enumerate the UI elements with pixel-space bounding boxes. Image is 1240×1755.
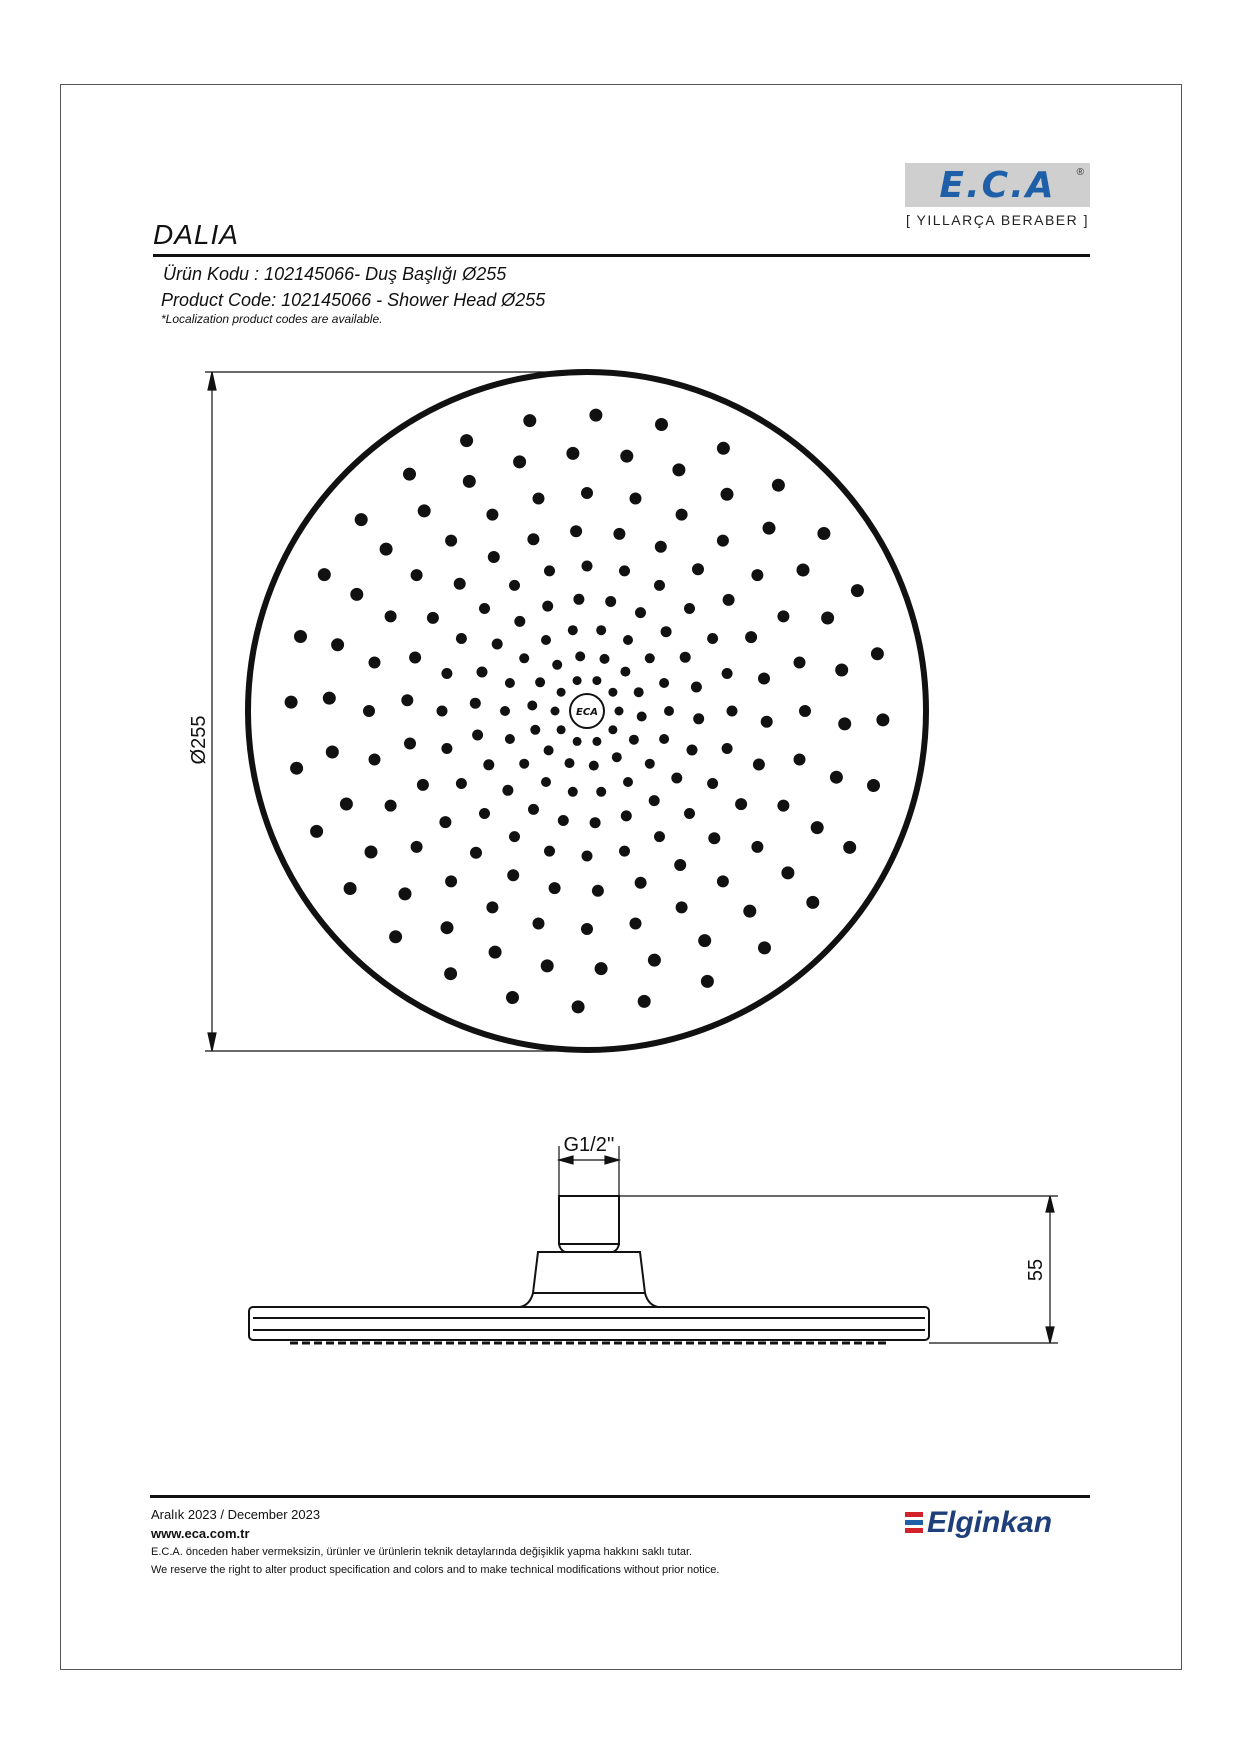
nozzle-dot [619, 565, 630, 576]
nozzle-dot [389, 930, 402, 943]
nozzle-dot [671, 773, 682, 784]
nozzle-dot [645, 653, 655, 663]
nozzle-dot [634, 687, 644, 697]
nozzle-dot [326, 746, 339, 759]
disclaimer-tr: E.C.A. önceden haber vermeksizin, ürünler ve ürünlerin teknik detaylarında değişiklik yapma hakkını saklı tutar. [151, 1546, 693, 1558]
nozzle-dot [488, 551, 500, 563]
nozzle-dot [514, 616, 525, 627]
nozzle-dot [541, 777, 551, 787]
website-link[interactable]: www.eca.com.tr [151, 1526, 250, 1541]
nozzle-dot [385, 610, 397, 622]
localization-note: *Localization product codes are available. [161, 312, 383, 326]
nozzle-dot [568, 787, 578, 797]
nozzle-dot [723, 594, 735, 606]
nozzle-dot [674, 859, 686, 871]
nozzle-dot [294, 630, 307, 643]
nozzle-dot [649, 795, 660, 806]
nozzle-dot [835, 664, 848, 677]
nozzle-dot [596, 787, 606, 797]
document-date: Aralık 2023 / December 2023 [151, 1507, 321, 1522]
shower-head-side-view [249, 1196, 929, 1340]
nozzle-dot [483, 759, 494, 770]
nozzle-dot [454, 578, 466, 590]
nozzle-dot [655, 418, 668, 431]
nozzle-dot [456, 778, 467, 789]
nozzle-dot [645, 759, 655, 769]
nozzle-dot [797, 564, 810, 577]
nozzle-dot [781, 866, 794, 879]
nozzle-dot [623, 777, 633, 787]
nozzle-dot [687, 745, 698, 756]
nozzle-dot [608, 725, 617, 734]
nozzle-dot [505, 734, 515, 744]
nozzle-dot [707, 778, 718, 789]
nozzle-dot [385, 800, 397, 812]
nozzle-dot [581, 923, 593, 935]
nozzle-dot [751, 569, 763, 581]
nozzle-dot [568, 625, 578, 635]
registered-mark: ® [1076, 167, 1084, 178]
nozzle-dot [619, 846, 630, 857]
nozzle-dot [753, 759, 765, 771]
nozzle-dot [506, 991, 519, 1004]
nozzle-dot [445, 535, 457, 547]
nozzle-dot [692, 563, 704, 575]
nozzle-dot [513, 455, 526, 468]
height-label: 55 [1025, 1258, 1047, 1282]
nozzle-dot [851, 584, 864, 597]
nozzle-dot [489, 946, 502, 959]
nozzle-dot [659, 734, 669, 744]
nozzle-dot [654, 831, 665, 842]
nozzle-dot [745, 631, 757, 643]
nozzle-dot [570, 525, 582, 537]
nozzle-dot [867, 779, 880, 792]
nozzle-dot [659, 678, 669, 688]
nozzle-dot [794, 657, 806, 669]
nozzle-dot [758, 941, 771, 954]
nozzle-dot [401, 694, 413, 706]
nozzle-dot [565, 758, 575, 768]
nozzle-dot [654, 580, 665, 591]
nozzle-dot [707, 633, 718, 644]
nozzle-dot [693, 713, 704, 724]
product-name: DALIA [153, 219, 239, 250]
nozzle-dot [544, 565, 555, 576]
nozzle-dot [365, 846, 378, 859]
nozzle-dot [486, 901, 498, 913]
nozzle-dot [403, 468, 416, 481]
nozzle-dot [572, 1000, 585, 1013]
nozzle-dot [708, 832, 720, 844]
nozzle-dot [799, 705, 811, 717]
nozzle-dot [612, 752, 622, 762]
nozzle-dot [661, 626, 672, 637]
nozzle-dot [533, 493, 545, 505]
nozzle-dot [629, 735, 639, 745]
nozzle-dot [533, 918, 545, 930]
nozzle-dot [735, 798, 747, 810]
nozzle-dot [527, 701, 537, 711]
nozzle-dot [411, 569, 423, 581]
nozzle-dot [751, 841, 763, 853]
nozzle-dot [589, 409, 602, 422]
center-logo-text: ECA [576, 707, 598, 718]
nozzle-dot [806, 896, 819, 909]
nozzle-dot [323, 692, 336, 705]
nozzle-dot [350, 588, 363, 601]
nozzle-dot [592, 676, 601, 685]
nozzle-dot [743, 905, 756, 918]
nozzle-dot [722, 743, 733, 754]
product-code-en: Product Code: 102145066 - Shower Head Ø255 [161, 290, 546, 310]
nozzle-dot [445, 875, 457, 887]
nozzle-dot [369, 657, 381, 669]
nozzle-dot [664, 706, 674, 716]
nozzle-dot [441, 921, 454, 934]
nozzle-dot [509, 580, 520, 591]
nozzle-dot [589, 761, 599, 771]
nozzle-dot [758, 673, 770, 685]
nozzle-dot [519, 759, 529, 769]
nozzle-dot [355, 513, 368, 526]
nozzle-dot [592, 737, 601, 746]
nozzle-dot [838, 717, 851, 730]
height-dimension [619, 1196, 1058, 1343]
nozzle-dot [794, 754, 806, 766]
nozzle-dot [527, 533, 539, 545]
nozzle-dot [817, 527, 830, 540]
nozzle-dot [635, 607, 646, 618]
nozzle-dot [701, 975, 714, 988]
nozzle-dot [655, 541, 667, 553]
nozzle-dot [821, 612, 834, 625]
nozzle-dot [620, 450, 633, 463]
nozzle-dot [684, 603, 695, 614]
disclaimer-en: We reserve the right to alter product specification and colors and to make technical modifications without prior notice. [151, 1564, 720, 1576]
nozzle-dot [549, 882, 561, 894]
nozzle-dot [608, 688, 617, 697]
nozzle-dot [581, 487, 593, 499]
nozzle-dot [369, 754, 381, 766]
nozzle-dot [363, 705, 375, 717]
nozzle-dot [463, 475, 476, 488]
nozzle-dot [620, 667, 630, 677]
nozzle-dot [470, 847, 482, 859]
nozzle-dot [676, 509, 688, 521]
nozzle-dot [557, 688, 566, 697]
nozzle-dot [680, 652, 691, 663]
elginkan-mark-icon [905, 1512, 923, 1536]
nozzle-dot [460, 434, 473, 447]
nozzle-dot [523, 414, 536, 427]
nozzle-dot [399, 887, 412, 900]
nozzle-dot [717, 535, 729, 547]
nozzle-dot [557, 725, 566, 734]
nozzle-dot [505, 678, 515, 688]
nozzle-dot [528, 804, 539, 815]
nozzle-dot [613, 528, 625, 540]
nozzle-dot [456, 633, 467, 644]
nozzle-dot [811, 821, 824, 834]
nozzle-dot [637, 712, 647, 722]
nozzle-dot [404, 738, 416, 750]
nozzle-dot [691, 682, 702, 693]
nozzle-dot [477, 667, 488, 678]
nozzle-dot [530, 725, 540, 735]
nozzle-dot [698, 934, 711, 947]
nozzle-dot [541, 959, 554, 972]
nozzle-dot [310, 825, 323, 838]
nozzle-dot [582, 851, 593, 862]
nozzle-dot [830, 771, 843, 784]
nozzle-dot [472, 730, 483, 741]
footer-divider [150, 1495, 1090, 1498]
nozzle-dot [479, 603, 490, 614]
nozzle-dot [596, 625, 606, 635]
nozzle-dot [672, 463, 685, 476]
nozzle-dot [721, 488, 734, 501]
nozzle-dot [492, 639, 503, 650]
nozzle-dot [409, 652, 421, 664]
nozzle-dot [763, 522, 776, 535]
nozzle-dot [285, 696, 298, 709]
nozzle-dot [573, 594, 584, 605]
nozzle-dot [544, 846, 555, 857]
nozzle-dot [595, 962, 608, 975]
nozzle-dot [638, 995, 651, 1008]
nozzle-dot [615, 707, 624, 716]
nozzle-dot [509, 831, 520, 842]
brand-tagline: [ YILLARÇA BERABER ] [905, 212, 1090, 228]
nozzle-dot [843, 841, 856, 854]
diameter-dimension [205, 372, 580, 1051]
nozzle-dot [722, 668, 733, 679]
nozzle-dot [876, 713, 889, 726]
nozzle-dot [575, 651, 585, 661]
nozzle-dot [630, 493, 642, 505]
diameter-label: Ø255 [188, 715, 210, 765]
thread-label: G1/2'' [563, 1134, 615, 1156]
nozzle-dot [552, 660, 562, 670]
nozzle-dot [479, 808, 490, 819]
nozzle-dot [777, 610, 789, 622]
nozzle-dot [590, 817, 601, 828]
nozzle-dot [500, 706, 510, 716]
nozzle-dot [544, 745, 554, 755]
nozzle-dot [507, 869, 519, 881]
nozzle-dot [380, 543, 393, 556]
nozzle-dot [573, 676, 582, 685]
nozzle-dot [558, 815, 569, 826]
nozzle-dot [439, 816, 451, 828]
nozzle-dot [519, 653, 529, 663]
nozzle-dot [635, 877, 647, 889]
nozzle-dot [717, 442, 730, 455]
nozzle-dot [573, 737, 582, 746]
nozzle-dot [605, 596, 616, 607]
nozzle-dot [566, 447, 579, 460]
nozzle-dot [621, 810, 632, 821]
nozzle-dot [502, 785, 513, 796]
nozzle-dot [470, 698, 481, 709]
nozzle-dot [486, 509, 498, 521]
elginkan-logo-text: Elginkan [927, 1506, 1053, 1539]
nozzle-dot [623, 635, 633, 645]
nozzle-dot [542, 601, 553, 612]
nozzle-dot [344, 882, 357, 895]
nozzle-dot [630, 918, 642, 930]
nozzle-dot [684, 808, 695, 819]
nozzle-dot [318, 568, 331, 581]
nozzle-dot [541, 635, 551, 645]
nozzle-dot [411, 841, 423, 853]
nozzle-dot [761, 716, 773, 728]
nozzle-dot [437, 706, 448, 717]
nozzle-dot [871, 647, 884, 660]
nozzle-dot [340, 798, 353, 811]
nozzle-dot [777, 800, 789, 812]
nozzle-dot [727, 706, 738, 717]
nozzle-dot [331, 638, 344, 651]
eca-logo-text: E.C.A [939, 165, 1056, 206]
nozzle-dot [427, 612, 439, 624]
nozzle-dot [648, 954, 661, 967]
nozzle-dot [441, 668, 452, 679]
nozzle-dot [441, 743, 452, 754]
nozzle-dot [600, 654, 610, 664]
nozzle-dot [592, 885, 604, 897]
nozzle-dot [535, 677, 545, 687]
nozzle-dot [772, 479, 785, 492]
nozzle-dot [417, 779, 429, 791]
nozzle-dot [676, 901, 688, 913]
nozzle-dot [444, 967, 457, 980]
nozzle-dot [717, 875, 729, 887]
nozzle-dot [418, 504, 431, 517]
nozzle-dot [551, 707, 560, 716]
product-code-tr: Ürün Kodu : 102145066- Duş Başlığı Ø255 [163, 264, 507, 284]
nozzle-dot [582, 561, 593, 572]
nozzle-dot [290, 762, 303, 775]
